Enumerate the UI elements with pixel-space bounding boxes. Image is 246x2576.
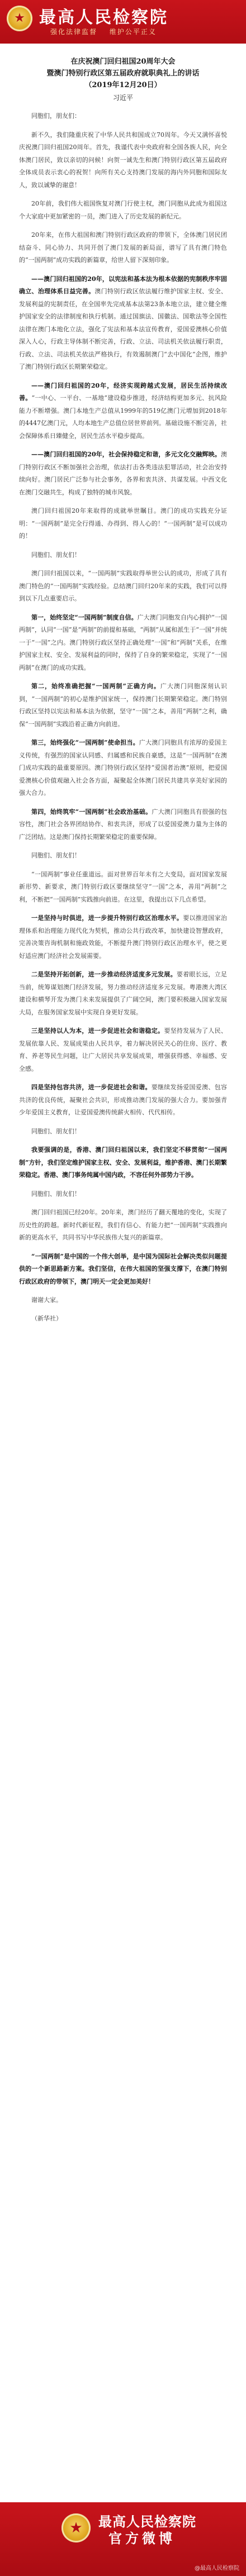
paragraph-lead: 第二，始终准确把握“一国两制”正确方向。 [31,683,160,690]
paragraph-text: 澳门特别行政区不断加强社会治理，依法打击各类违法犯罪活动，社会治安持续向好。澳门居民广泛参与社会事务，各界和衷共济、共谋发展。中西文化在澳门交融共生，构成了独特的城市风貌。 [19,451,227,496]
paragraph-text: 澳门回归祖国20年来取得的成就举世瞩目。澳门的成功实践充分证明：“一国两制”是完全行得通、办得到、得人心的！“一国两制”是可以成功的！ [19,507,227,540]
article-title-line: 在庆祝澳门回归祖国20周年大会 [70,58,176,66]
paragraph-text: 要坚持发展为了人民、发展依靠人民、发展成果由人民共享，着力解决居民关心的住房、医疗、教育、养老等民生问题，让广大居民共享发展成果，增强获得感、幸福感、安全感。 [19,1027,228,1072]
paragraph-text: 澳门特别行政区依法履行维护国家主权、安全、发展利益的宪制责任，在全国率先完成基本法第23条本地立法，建立健全维护国家安全的法律制度和执行机制。通过国旗法、国徽法、国歌法等全国性法律在澳门本地化立法，强化了宪法和基本法宣传教育，爱国爱澳核心价值深入人心，行政主导体制不断完善，行政、立法、司法机关依法履行职责，行政、立法、司法机关依法严格执行，有效遏制澳门“去中国化”企图，维护了澳门特别行政区长期繁荣稳定。 [19,288,227,370]
paragraph-lead: “一国两制”是中国的一个伟大创举，是中国为国际社会解决类似问题提供的一个新思路新方案。我们坚信，在伟大祖国的坚强支撑下，在澳门特别行政区政府的带领下，澳门明天一定会更加美好！ [19,1252,227,1285]
article-paragraph [19,1125,227,1138]
paragraph-lead: 第三，始终强化“一国两制”使命担当。 [31,739,139,746]
procuratorate-emblem-icon: ★ [62,2513,91,2542]
paragraph-text: 同胞们、朋友们！ [31,1127,81,1135]
article-body [19,110,227,1307]
paragraph-text: 同胞们，朋友们： [31,112,81,120]
article-paragraph [19,1294,227,1307]
paragraph-text: “一中心、一平台、一基地”建设稳步推进，经济结构更加多元、抗风险能力不断增强。澳门本地生产总值从1999年的519亿澳门元增加到2018年的4447亿澳门元，人均本地生产总值位居世界前列。基础设施不断完善，社会保障体系日臻健全，居民生活水平稳步提高。 [19,394,227,440]
article-paragraph [19,229,227,267]
article-title-line: 暨澳门特别行政区第五届政府就职典礼上的讲话 [46,69,200,78]
article-paragraph [19,110,227,123]
paragraph-text: 广大澳门同胞发自内心拥护“一国两制”，认同“一国”是“两制”的前提和基础，“两制”从属和派生于“一国”并统一于“一国”之内。澳门特别行政区坚持正确处理“一国”和“两制”关系，在维护国家主权、安全、发展利益的同时，保持了自身的繁荣稳定，实现了“一国两制”在澳门的成功实践。 [19,613,227,671]
paragraph-lead: 我要强调的是，香港、澳门回归祖国以来，我们坚定不移贯彻“一国两制”方针，我们坚定维护国家主权、安全、发展利益，维护香港、澳门长期繁荣稳定。香港、澳门事务纯属中国内政，不容任何外部势力干涉。 [19,1146,227,1179]
paragraph-text: 20年前，我们伟大祖国恢复对澳门行使主权，澳门同胞从此成为祖国这个大家庭中更加紧密的一员，澳门进入了历史发展的新纪元。 [19,200,227,220]
paragraph-text: 同胞们、朋友们！ [31,551,81,559]
footer-brand [98,2513,196,2547]
paragraph-text: 要以推进国家治理体系和治理能力现代化为契机，推动公共行政改革，加快建设智慧政府，完善决策咨询机制和施政效能，不断提升澳门特别行政区治理水平，使之更好适应澳门经济社会发展需要。 [19,914,228,960]
paragraph-text: 要着眼长远，立足当前，统筹谋划澳门经济发展，努力推动经济适度多元发展。粤港澳大湾区建设和横琴开发为澳门未来发展提供了广阔空间，澳门要积极融入国家发展大局，在服务国家发展中实现自身更好发展。 [19,971,228,1016]
paragraph-lead: 一是坚持与时俱进，进一步提升特别行政区治理水平。 [31,914,183,922]
paragraph-text: 澳门回归祖国以来，“一国两制”实践取得举世公认的成功，形成了具有澳门特色的“一国两制”实践经验。总结澳门回归20年来的实践，我们可以得到以下几点重要启示。 [19,570,227,602]
header-slogan-1: 强化法律监督 [50,28,98,36]
header-title: 最高人民检察院 [39,8,168,27]
paragraph-text: 同胞们、朋友们！ [31,1190,81,1198]
article-paragraph [19,612,227,675]
article-paragraph [19,737,227,800]
paragraph-text: “一国两制”事业任重道远。面对世界百年未有之大变局，面对国家发展新形势、新要求，澳门特别行政区要继续坚守“一国”之本，善用“两制”之利，不断把“一国两制”实践推向前进。在这里，我提出以下几点希望。 [19,870,227,903]
article-title-block [19,56,227,103]
article-source: （新华社） [31,1314,62,1322]
paragraph-lead: 四是坚持包容共济，进一步促进社会和谐。 [31,1084,152,1091]
paragraph-lead: 三是坚持以人为本，进一步促进社会和谐稳定。 [31,1027,164,1034]
paragraph-text: 广大澳门同胞具有很强的包容性，澳门社会各界团结协作、和衷共济，形成了以爱国爱澳力量为主体的广泛团结。这是澳门保持长期繁荣稳定的重要保障。 [19,808,228,841]
article-paragraph [19,198,227,223]
article-paragraph [19,1081,227,1119]
article-paragraph [19,1251,227,1289]
article-paragraph [19,129,227,192]
paragraph-text: 澳门回归祖国已经20年。20年来，澳门经历了翻天覆地的变化，实现了历史性的跨越。新时代新征程，我们有信心、有能力把“一国两制”实践推向新的更高水平，共同书写中华民族伟大复兴的新篇章。 [19,1209,227,1241]
paragraph-lead: 第一，始终坚定“一国两制”制度自信。 [31,613,138,621]
article-paragraph [19,912,227,962]
article-paragraph [19,1025,227,1075]
watermark: @最高人民检察院 [195,2565,239,2572]
paragraph-lead: ——澳门回归祖国的20年，以宪法和基本法为根本依据的宪制秩序牢固确立、治理体系日益完善。 [19,275,227,295]
footer-name: 最高人民检察院 [98,2513,196,2530]
article-paragraph [19,1144,227,1182]
paragraph-text: 谢谢大家。 [31,1296,62,1304]
article-paragraph [19,1188,227,1201]
paragraph-lead: ——澳门回归祖国的20年，社会保持稳定和谐，多元文化交融辉映。 [31,451,221,458]
article-date: （2019年12月20日） [84,81,162,89]
footer-subtitle: 官方微博 [108,2530,176,2546]
article [0,44,246,1324]
article-paragraph [19,869,227,907]
article-paragraph [19,273,227,374]
paragraph-lead: 第四，始终筑牢“一国两制”社会政治基础。 [31,808,152,815]
article-paragraph [19,850,227,862]
article-paragraph [19,969,227,1019]
footer-banner [0,2502,246,2576]
paragraph-text: 同胞们、朋友们！ [31,852,81,859]
header-slogan-2: 维护公平正义 [109,28,157,36]
header-slogans [50,27,165,36]
article-paragraph [19,505,227,543]
paragraph-text: 新不久，我们隆重庆祝了中华人民共和国成立70周年。今天又满怀喜悦庆祝澳门回归祖国20周年。首先，我谨代表中央政府和全国各族人民，向全体澳门居民，致以亲切的问候！向贺一诚先生和澳门特别行政区第五届政府全体成员表示衷心的祝贺！向所有关心支持澳门发展的海内外同胞和国际友人，致以诚挚的谢意！ [19,131,227,189]
article-paragraph [19,449,227,499]
paragraph-lead: ——澳门回归祖国的20年，经济实现跨越式发展，居民生活持续改善。 [19,381,227,402]
paragraph-text: 广大澳门同胞具有浓厚的爱国主义传统，有强烈的国家认同感、归属感和民族自豪感，这是“一国两制”在澳门成功实践的最重要原因。澳门特别行政区坚持“爱国者治澳”原则，把爱国爱澳核心价值观融入社会各方面，凝聚起全体澳门居民共建共享美好家园的强大合力。 [19,739,228,796]
article-paragraph [19,680,227,731]
procuratorate-emblem-icon: ★ [7,6,32,31]
article-paragraph [19,380,227,443]
article-paragraph [19,567,227,605]
paragraph-text: 广大澳门同胞深刻认识到，“一国两制”的初心是维护国家统一，保持澳门长期繁荣稳定。澳门特别行政区坚持以宪法和基本法为依据，坚守“一国”之本，善用“两制”之利，确保“一国两制”实践沿着正确方向前进。 [19,683,227,728]
article-author: 习近平 [112,94,133,102]
paragraph-text: 20年来，在伟大祖国和澳门特别行政区政府的带领下，全体澳门居民团结奋斗、同心协力、共同开创了澳门发展的新局面，谱写了具有澳门特色的“一国两制”成功实践的新篇章，给世人留下深刻印象。 [19,231,227,264]
paragraph-text: 要继续发扬爱国爱澳、包容共济的优良传统，凝聚社会共识，形成推动澳门发展的强大合力。要加强青少年爱国主义教育，让爱国爱澳传统薪火相传、代代相传。 [19,1084,228,1116]
paragraph-lead: 二是坚持开拓创新，进一步推动经济适度多元发展。 [31,971,177,978]
article-paragraph [19,549,227,562]
article-paragraph [19,1206,227,1244]
header-banner [0,0,246,44]
article-paragraph [19,806,227,844]
